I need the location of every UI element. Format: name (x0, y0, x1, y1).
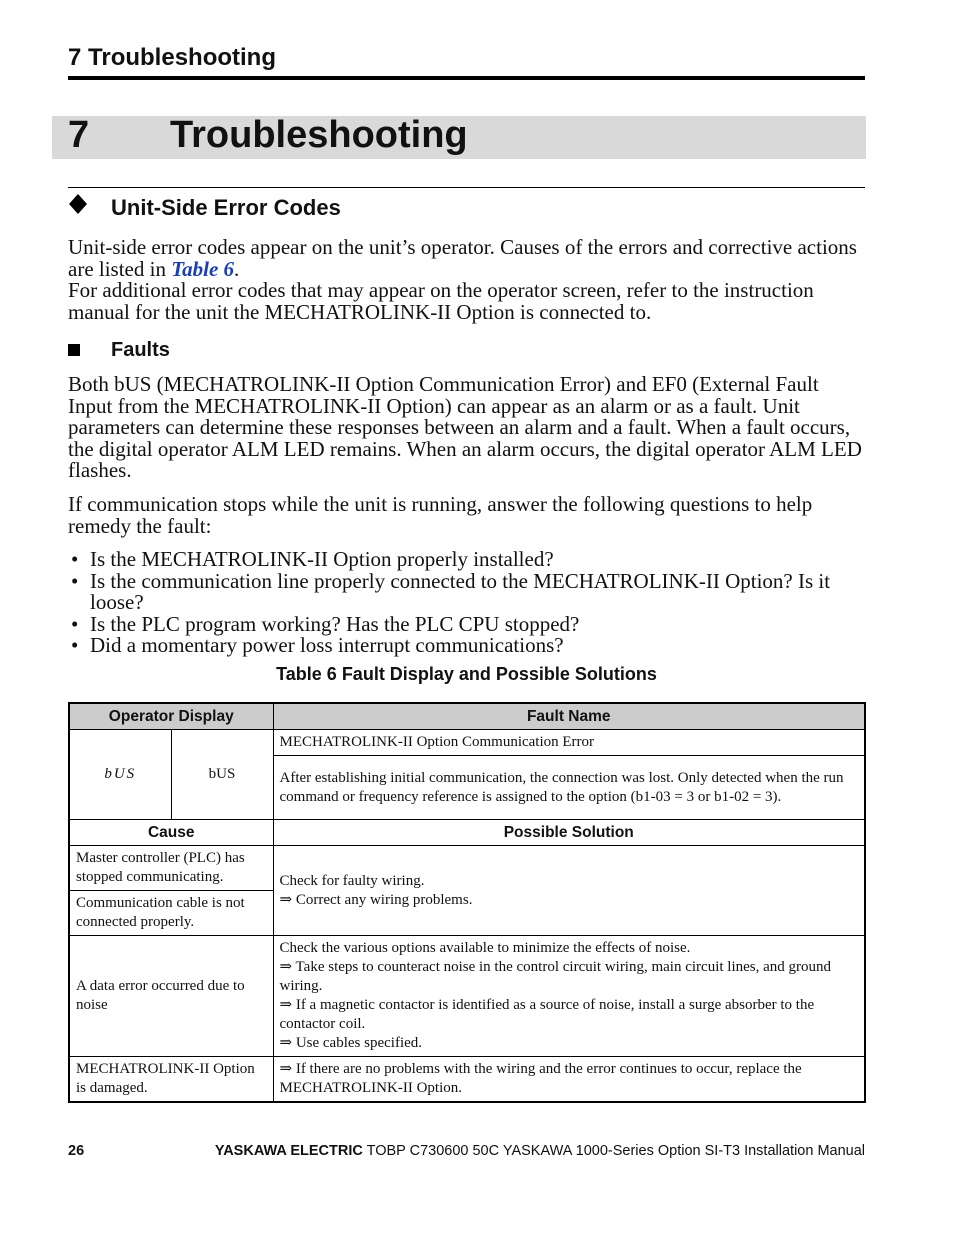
intro-period: . (234, 256, 240, 281)
question-list (68, 549, 868, 657)
running-header: 7 Troubleshooting (68, 44, 276, 71)
section-title: Unit-Side Error Codes (111, 195, 341, 220)
square-bullet-icon (68, 344, 80, 356)
fault-name: MECHATROLINK-II Option Communication Error (273, 730, 865, 756)
fault-description: After establishing initial communication, the connection was lost. Only detected when the run command or frequency reference is assigned to the option (b1-03 = 3 or b1-02 = 3). (273, 756, 865, 820)
diamond-icon (68, 193, 88, 221)
header-rule (68, 76, 865, 80)
cause-cell: A data error occurred due to noise (69, 936, 273, 1057)
footer-text (215, 1143, 865, 1159)
section-rule (68, 187, 865, 188)
solution-line: ⇒ Take steps to counteract noise in the control circuit wiring, main circuit lines, and ground wiring. (279, 959, 832, 994)
solution-line: ⇒ Use cables specified. (279, 1035, 423, 1051)
header-fault-name: Fault Name (273, 703, 865, 730)
list-item: • Did a momentary power loss interrupt communications? (68, 635, 868, 657)
chapter-number: 7 (68, 114, 90, 156)
intro-paragraph (68, 237, 868, 323)
header-cause: Cause (69, 820, 273, 846)
header-operator-display: Operator Display (69, 703, 273, 730)
operator-display-segment: bUS (69, 730, 171, 820)
solution-line: Check for faulty wiring. (279, 872, 425, 889)
cause-cell: Master controller (PLC) has stopped communicating. (69, 846, 273, 891)
solution-cell (273, 936, 865, 1057)
solution-line: ⇒ If a magnetic contactor is identified as a source of noise, install a surge absorber to the contactor coil. (279, 997, 815, 1032)
intro-text-2: For additional error codes that may appear on the operator screen, refer to the instruction manual for the unit the MECHATROLINK-II Option is connected to. (68, 278, 814, 324)
solution-line: ⇒ Correct any wiring problems. (279, 891, 473, 908)
faults-paragraph-1: Both bUS (MECHATROLINK-II Option Communication Error) and EF0 (External Fault Input from the MECHATROLINK-II Option) can appear as an alarm or as a fault. Unit parameters can determine these responses between an alarm and a fault. When a fault occurs, the digital operator ALM LED remains. When an alarm occurs, the digital operator ALM LED flashes. (68, 372, 862, 483)
footer-doc: TOBP C730600 50C YASKAWA 1000-Series Option SI-T3 Installation Manual (362, 1143, 865, 1159)
faults-title: Faults (111, 339, 170, 361)
list-item: • Is the MECHATROLINK-II Option properly installed? (68, 549, 868, 571)
list-item: • Is the communication line properly connected to the MECHATROLINK-II Option? Is it loose? (68, 571, 868, 614)
page-number: 26 (68, 1143, 85, 1159)
solution-line: Check the various options available to minimize the effects of noise. (279, 940, 691, 956)
header-possible-solution: Possible Solution (273, 820, 865, 846)
operator-display-code: bUS (171, 730, 273, 820)
solution-cell: ⇒ If there are no problems with the wiring and the error continues to occur, replace the MECHATROLINK-II Option. (273, 1057, 865, 1103)
solution-cell (273, 846, 865, 936)
faults-paragraph-2: If communication stops while the unit is running, answer the following questions to help remedy the fault: (68, 492, 813, 538)
cause-cell: MECHATROLINK-II Option is damaged. (69, 1057, 273, 1103)
cause-cell: Communication cable is not connected properly. (69, 891, 273, 936)
table-caption: Table 6 Fault Display and Possible Solutions (276, 664, 657, 684)
chapter-title: Troubleshooting (170, 114, 468, 156)
fault-table (68, 702, 866, 1103)
footer-company: YASKAWA ELECTRIC (214, 1143, 363, 1159)
list-item: • Is the PLC program working? Has the PLC CPU stopped? (68, 614, 868, 636)
intro-text: Unit-side error codes appear on the unit’s operator. Causes of the errors and corrective actions are listed in (68, 235, 857, 281)
table-6-link[interactable]: Table 6 (171, 256, 235, 281)
